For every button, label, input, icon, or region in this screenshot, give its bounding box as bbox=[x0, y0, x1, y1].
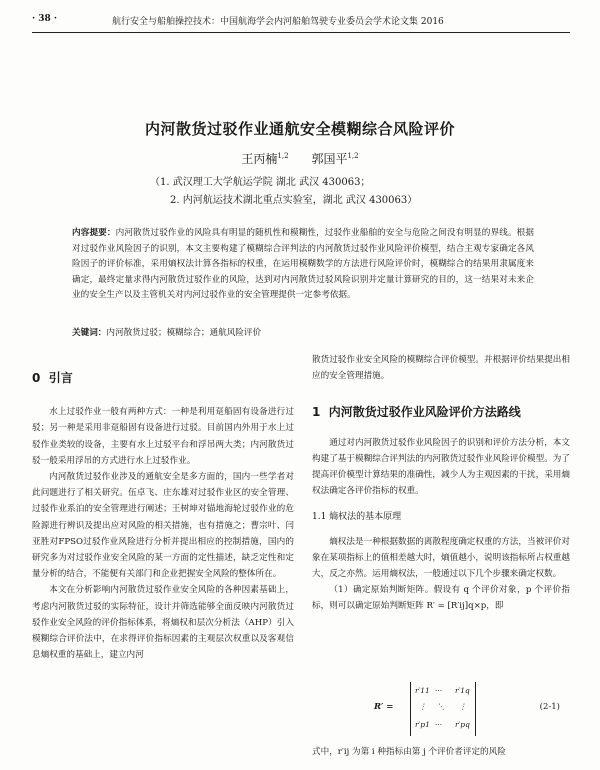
body-paragraph: 熵权法是一种根据数据的离散程度确定权重的方法，当被评价对象在某项指标上的值相差越大时，熵值越小，说明该指标所占权重越大，反之亦然。运用熵权法，一般通过以下几个步骤来确定权数。 bbox=[312, 536, 570, 580]
matrix-label: R′ = bbox=[374, 702, 394, 712]
matrix-cell: ··· bbox=[435, 686, 443, 695]
running-header bbox=[32, 14, 568, 30]
page-number: · 38 · bbox=[32, 14, 58, 24]
keywords-text: 内河散货过驳；模糊综合；通航风险评价 bbox=[106, 328, 262, 338]
body-paragraph: 水上过驳作业一般有两种方式：一种是利用趸船固有设备进行过驳；另一种是采用非趸船固有设备进行过驳。目前国内外用于水上过驳作业类较的设备，主要有水上过驳平台和浮吊两大类；内河散货过驳一般采用浮吊的方式进行水上过驳作业。 bbox=[32, 407, 294, 466]
abstract bbox=[72, 226, 534, 304]
section-number: 1 bbox=[312, 405, 321, 420]
author-superscript: 1,2 bbox=[347, 152, 359, 160]
affiliation: （1. 武汉理工大学航运学院 湖北 武汉 430063； bbox=[150, 177, 371, 188]
author-superscript: 1,2 bbox=[277, 152, 289, 160]
left-column bbox=[32, 370, 294, 663]
matrix-cell: r′pq bbox=[455, 720, 470, 729]
matrix-cell: ⋱ bbox=[437, 702, 445, 711]
section-heading-intro bbox=[32, 370, 294, 386]
subsection-heading: 1.1 熵权法的基本原理 bbox=[312, 512, 402, 523]
matrix-cell: ··· bbox=[435, 720, 443, 729]
affiliation: 2. 内河航运技术湖北重点实验室，湖北 武汉 430063） bbox=[170, 195, 418, 206]
section-title: 内河散货过驳作业风险评价方法路线 bbox=[328, 405, 521, 420]
matrix-cell: ⋮ bbox=[459, 702, 467, 711]
section-number: 0 bbox=[32, 371, 41, 385]
author-name: 王丙楠 bbox=[241, 152, 278, 166]
tail-text: 式中，r′ij 为第 i 种指标由第 j 个评价者评定的风险 bbox=[312, 747, 506, 757]
section-heading-method bbox=[312, 404, 570, 420]
equation-number: (2-1) bbox=[539, 702, 560, 712]
matrix-cell: r′11 bbox=[415, 686, 430, 695]
abstract-text: 内河散货过驳作业的风险具有明显的随机性和模糊性，过驳作业船舶的安全与危险之间没有明显的界线。根据对过驳作业风险因子的识别，本文主要构建了模糊综合评判法的内河散货过驳作业风险评价模型，结合主观专家确定各风险因子的评价标准，采用熵权法计算各指标的权重，在运用模糊数学的方法进行风险评价时，模糊综合的结果用隶属度来确定，最终定量求得内河散货过驳作业的风险，达到对内河散货过驳风险识别并定量计算研究的目的，这一结果对未来企业的安全生产以及主管机关对内河过驳作业的安全管理提供一定参考依据。 bbox=[72, 228, 534, 301]
section-title: 引言 bbox=[48, 371, 73, 385]
continuation-text: 散货过驳作业安全风险的模糊综合评价模型。并根据评价结果提出相应的安全管理措施。 bbox=[312, 355, 570, 382]
matrix-cell: ⋮ bbox=[419, 702, 427, 711]
header-rule bbox=[32, 32, 570, 33]
matrix-cell: r′1q bbox=[455, 686, 470, 695]
body-paragraph: 本文在分析影响内河散货过驳作业安全风险的各种因素基础上，考虑内河散货过驳的实际特征，设计并筛选能够全面反映内河散货过驳作业安全风险的评价指标体系，将熵权和层次分析法（AHP）引入模糊综合评价法中，在求得评价指标因素的主观层次权重以及客观信息熵权重的基础上，建立内河 bbox=[32, 585, 294, 661]
paper-title: 内河散货过驳作业通航安全模糊综合风险评价 bbox=[144, 120, 455, 138]
matrix-equation bbox=[340, 680, 570, 740]
body-paragraph: 通过对内河散货过驳作业风险因子的识别和评价方法分析，本文构建了基于模糊综合评判法的内河散货过驳作业风险评价模型。为了提高评价模型计算结果的准确性，减少人为主观因素的干扰，采用熵权法确定各评价指标的权重。 bbox=[312, 437, 570, 497]
body-paragraph: （1）确定原始判断矩阵。假设有 q 个评价对象，p 个评价指标，则可以确定原始判断矩阵 R′ = [R′ij]q×p，即 bbox=[312, 585, 570, 612]
author-name: 郭国平 bbox=[311, 152, 348, 166]
keywords-label: 关键词： bbox=[72, 328, 107, 338]
right-column bbox=[312, 352, 570, 615]
journal-title: 航行安全与船舶操控技术：中国航海学会内河船舶驾驶专业委员会学术论文集 2016 bbox=[112, 17, 444, 27]
body-paragraph: 内河散货过驳作业涉及的通航安全是多方面的，国内一些学者对此问题进行了相关研究。伍卓飞、庄东雄对过驳作业区的安全管理、过驳作业系泊的安全管理进行阐述；王树坤对锚地海轮过驳作业的危险源进行辨识及提出应对风险的相关措施，也有措施之；曹宗叶、闫亚胜对FPSO过驳作业风险进行分析并提出相应的控制措施，国内的研究多为对过驳作业安全风险的某一方面的定性描述，缺乏定性和定量分析的结合，不能便有关部门和企业把握安全风险的整体所在。 bbox=[32, 472, 294, 580]
matrix-brackets bbox=[410, 682, 476, 736]
abstract-label: 内容提要： bbox=[72, 228, 116, 238]
right-column-tail bbox=[312, 744, 570, 760]
author-line bbox=[0, 150, 600, 167]
matrix-cell: r′p1 bbox=[415, 720, 430, 729]
keywords bbox=[72, 326, 534, 338]
